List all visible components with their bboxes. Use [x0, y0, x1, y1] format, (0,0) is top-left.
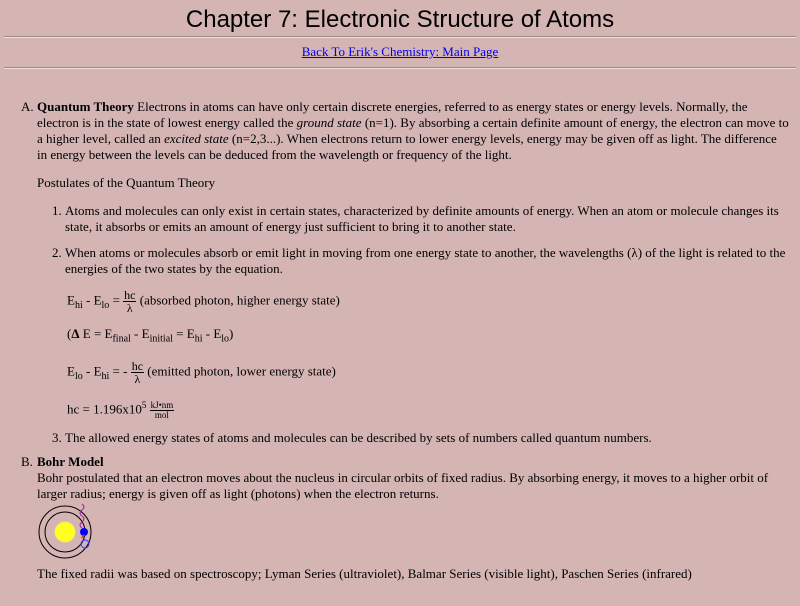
equation-delta-e: (Δ $E = E_{final} - E_{initial} = E_{hi} - E_{lo}$) — [67, 326, 234, 345]
term: excited state — [164, 131, 229, 146]
postulates-title: Postulates of the Quantum Theory — [37, 175, 216, 190]
back-to-main-link[interactable]: Back To Erik's Chemistry: Main Page — [301, 44, 499, 59]
list-item: 3. The allowed energy states of atoms and molecules can be described by sets of numbers called quantum numbers. — [65, 430, 790, 446]
section-marker: A. — [21, 99, 34, 114]
equation-hc: hc = $1.196x10^5$ $\frac{kJ•nm}{\text{mol}}$ — [67, 399, 174, 420]
section-bohr-model — [21, 453, 790, 582]
bohr-atom-diagram — [37, 502, 107, 562]
equation-absorbed: $E_{hi} - E_{lo}$ = $\frac{hc}{\lambda}$ (absorbed photon, higher energy state) — [67, 288, 340, 315]
section-quantum-theory — [21, 99, 790, 446]
list-item: 1. Atoms and molecules can only exist in certain states, characterized by definite amounts of energy. When an atom or molecule changes its state, it absorbs or emits an amount of energy just sufficient to bring it to another state. — [65, 203, 790, 235]
text: When atoms or molecules absorb or emit light in moving from one energy state to another, the wavelengths (λ) of the light is related to the energies of the two states by the equation. — [65, 245, 786, 276]
page-title: Chapter 7: Electronic Structure of Atoms — [185, 6, 615, 33]
equation-emitted: $E_{lo} - E_{hi}$ = - $\frac{hc}{\lambda}$ (emitted photon, lower energy state) — [67, 358, 336, 386]
quantum-intro — [37, 99, 790, 163]
list-item — [65, 245, 790, 420]
text: (n=1). By absorbing a certain definite amount of energy, the electron can move to a higher level, called an — [37, 115, 789, 146]
text: Electrons in atoms can have only certain discrete energies, referred to as energy states or energy levels. Normally, the electron is in the state of lowest energy called the — [37, 99, 748, 130]
divider — [4, 67, 796, 69]
divider — [4, 36, 796, 38]
postulates-list — [37, 203, 790, 446]
term: ground state — [296, 115, 362, 130]
section-marker: B. — [21, 453, 33, 469]
section-heading: Quantum Theory — [37, 99, 134, 114]
section-heading: Bohr Model — [37, 453, 104, 469]
spectroscopy-text: The fixed radii was based on spectroscopy; Lyman Series (ultraviolet), Balmar Series (visible light), Paschen Series (infrared) — [37, 565, 692, 581]
text: (n=2,3...). When electrons return to lower energy levels, energy may be given off as light. The difference in energy between the levels can be deduced from the wavelength or frequency of the light. — [37, 131, 777, 162]
bohr-text: Bohr postulated that an electron moves about the nucleus in circular orbits of fixed radius. By absorbing energy, it moves to a higher orbit of larger radius; energy is given off as light (photons) when the electron returns. — [37, 469, 769, 501]
